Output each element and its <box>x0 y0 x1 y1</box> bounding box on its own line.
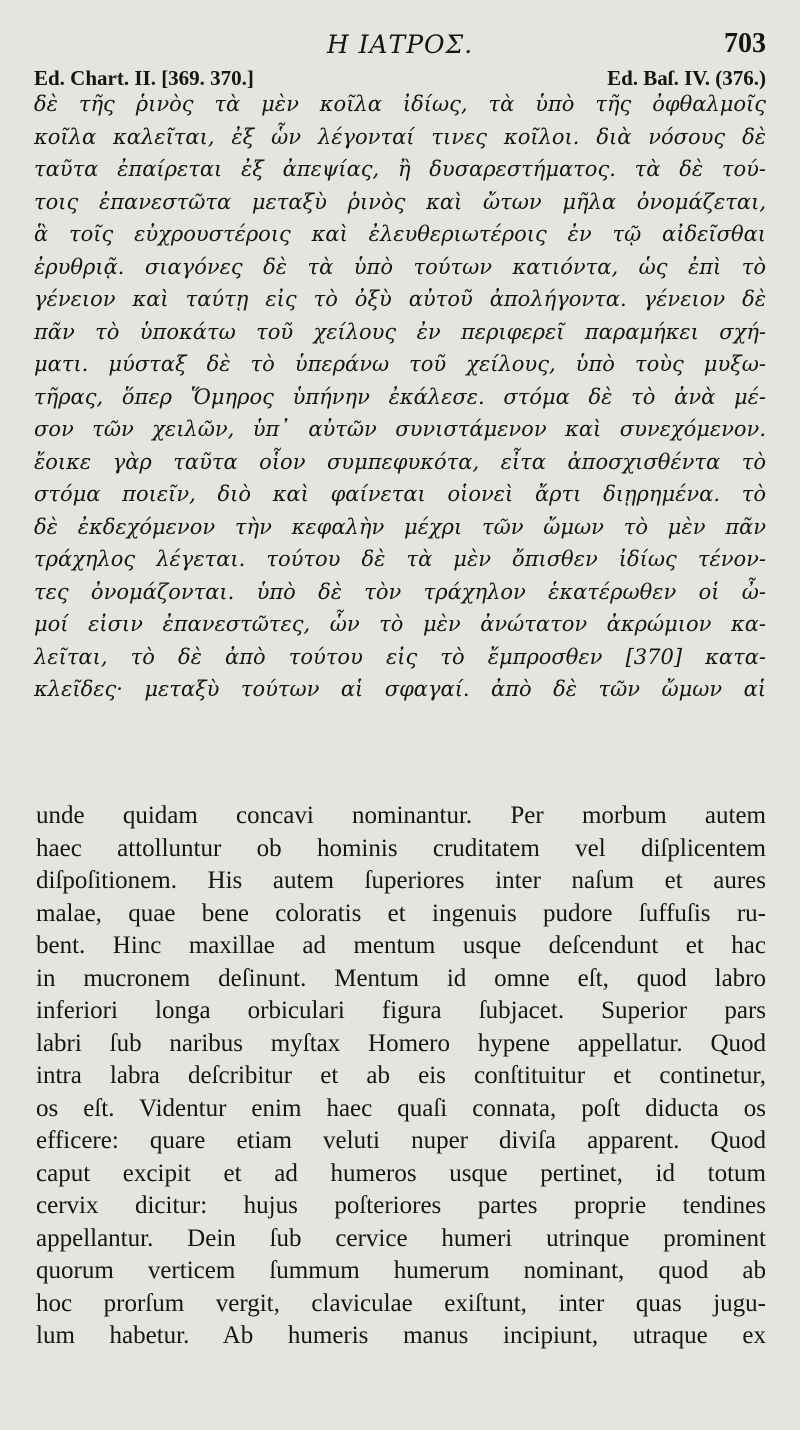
latin-text-line: cervix dicitur: hujus poſteriores partes proprie tendines <box>36 1192 766 1219</box>
running-title: Η ΙΑΤΡΟΣ. <box>326 30 474 59</box>
greek-text-line: ταῦτα ἐπαίρεται ἐξ ἀπεψίας, ἢ δυσαρεστήματος. τὰ δὲ τού- <box>34 157 766 181</box>
greek-text-line: σον τῶν χειλῶν, ὑπ᾽ αὐτῶν συνιστάμενον καὶ συνεχόμενον. <box>34 417 766 441</box>
greek-text-line: δὲ τῆς ῥινὸς τὰ μὲν κοῖλα ἰδίως, τὰ ὑπὸ τῆς ὀφθαλμοῖς <box>34 92 766 116</box>
latin-text-line: os eſt. Videntur enim haec quaſi connata, poſt diducta os <box>36 1094 766 1122</box>
greek-text-line: κοῖλα καλεῖται, ἐξ ὧν λέγονταί τινες κοῖλοι. διὰ νόσους δὲ <box>34 124 766 149</box>
greek-text-line: στόμα ποιεῖν, διὸ καὶ φαίνεται οἱονεὶ ἄρτι διῃρημένα. τὸ <box>34 482 766 506</box>
latin-text-line: appellantur. Dein ſub cervice humeri utrinque prominent <box>36 1224 766 1252</box>
greek-text-line: ἐρυθριᾷ. σιαγόνες δὲ τὰ ὑπὸ τούτων κατιόντα, ὡς ἐπὶ τὸ <box>34 254 766 279</box>
latin-text-line: caput excipit et ad humeros usque pertinet, id totum <box>36 1159 766 1187</box>
greek-text-line: λεῖται, τὸ δὲ ἀπὸ τούτου εἰς τὸ ἔμπροσθεν [370] κατα- <box>34 644 766 669</box>
greek-text-line: ἃ τοῖς εὐχρουστέροις καὶ ἐλευθεριωτέροις ἐν τῷ αἰδεῖσθαι <box>34 222 766 246</box>
latin-text-line: bent. Hinc maxillae ad mentum usque deſcendunt et hac <box>36 932 766 959</box>
greek-text-line: μοί εἰσιν ἐπανεστῶτες, ὧν τὸ μὲν ἀνώτατον ἀκρώμιον κα- <box>34 612 766 636</box>
latin-text-line: haec attolluntur ob hominis cruditatem vel diſplicentem <box>36 834 766 862</box>
greek-text-line: τες ὀνομάζονται. ὑπὸ δὲ τὸν τράχηλον ἑκατέρωθεν οἱ ὦ- <box>34 579 766 604</box>
page-header <box>0 30 800 64</box>
latin-text-line: quorum verticem ſummum humerum nominant, quod ab <box>36 1257 766 1284</box>
latin-text-line: diſpoſitionem. His autem ſuperiores inter naſum et aures <box>36 867 766 894</box>
greek-text-line: ματι. μύσταξ δὲ τὸ ὑπεράνω τοῦ χείλους, ὑπὸ τοὺς μυξω- <box>34 352 766 376</box>
greek-text-line: κλεῖδες· μεταξὺ τούτων αἱ σφαγαί. ἀπὸ δὲ τῶν ὤμων αἱ <box>34 677 766 701</box>
greek-text-line: ἔοικε γὰρ ταῦτα οἷον συμπεφυκότα, εἶτα ἀποσχισθέντα τὸ <box>34 449 766 474</box>
greek-text-line: πᾶν τὸ ὑποκάτω τοῦ χείλους ἐν περιφερεῖ παραμήκει σχή- <box>34 319 766 344</box>
greek-text-line: τοις ἐπανεστῶτα μεταξὺ ῥινὸς καὶ ὤτων μῆλα ὀνομάζεται, <box>34 189 766 214</box>
page-number: 703 <box>724 28 766 59</box>
greek-text-line: τράχηλος λέγεται. τούτου δὲ τὰ μὲν ὄπισθεν ἰδίως τένον- <box>34 547 766 571</box>
latin-text-line: inferiori longa orbiculari figura ſubjacet. Superior pars <box>36 997 766 1024</box>
greek-text-line: γένειον καὶ ταύτῃ εἰς τὸ ὀξὺ αὐτοῦ ἀπολήγοντα. γένειον δὲ <box>34 287 766 311</box>
latin-text-line: in mucronem deſinunt. Mentum id omne eſt, quod labro <box>36 964 766 992</box>
greek-text-line: τῆρας, ὅπερ Ὅμηρος ὑπήνην ἐκάλεσε. στόμα δὲ τὸ ἀνὰ μέ- <box>34 384 766 409</box>
latin-text-line: labri ſub naribus myſtax Homero hypene appellatur. Quod <box>36 1029 766 1057</box>
latin-text-line: unde quidam concavi nominantur. Per morbum autem <box>36 802 766 829</box>
edition-ref-chartier: Ed. Chart. II. [369. 370.] <box>34 66 254 90</box>
latin-text-line: intra labra deſcribitur et ab eis conſtituitur et continetur, <box>36 1062 766 1089</box>
latin-text-line: malae, quae bene coloratis et ingenuis pudore ſuffuſis ru- <box>36 899 766 927</box>
greek-text-line: δὲ ἐκδεχόμενον τὴν κεφαλὴν μέχρι τῶν ὤμων τὸ μὲν πᾶν <box>34 514 766 539</box>
latin-text-line: efficere: quare etiam veluti nuper diviſa apparent. Quod <box>36 1127 766 1154</box>
latin-text-line: lum habetur. Ab humeris manus incipiunt, utraque ex <box>36 1322 766 1349</box>
latin-text-line: hoc prorſum vergit, claviculae exiſtunt, inter quas jugu- <box>36 1289 766 1317</box>
latin-text-block <box>36 800 766 1353</box>
greek-text-block <box>34 88 766 706</box>
edition-ref-basel: Ed. Baſ. IV. (376.) <box>607 66 766 90</box>
